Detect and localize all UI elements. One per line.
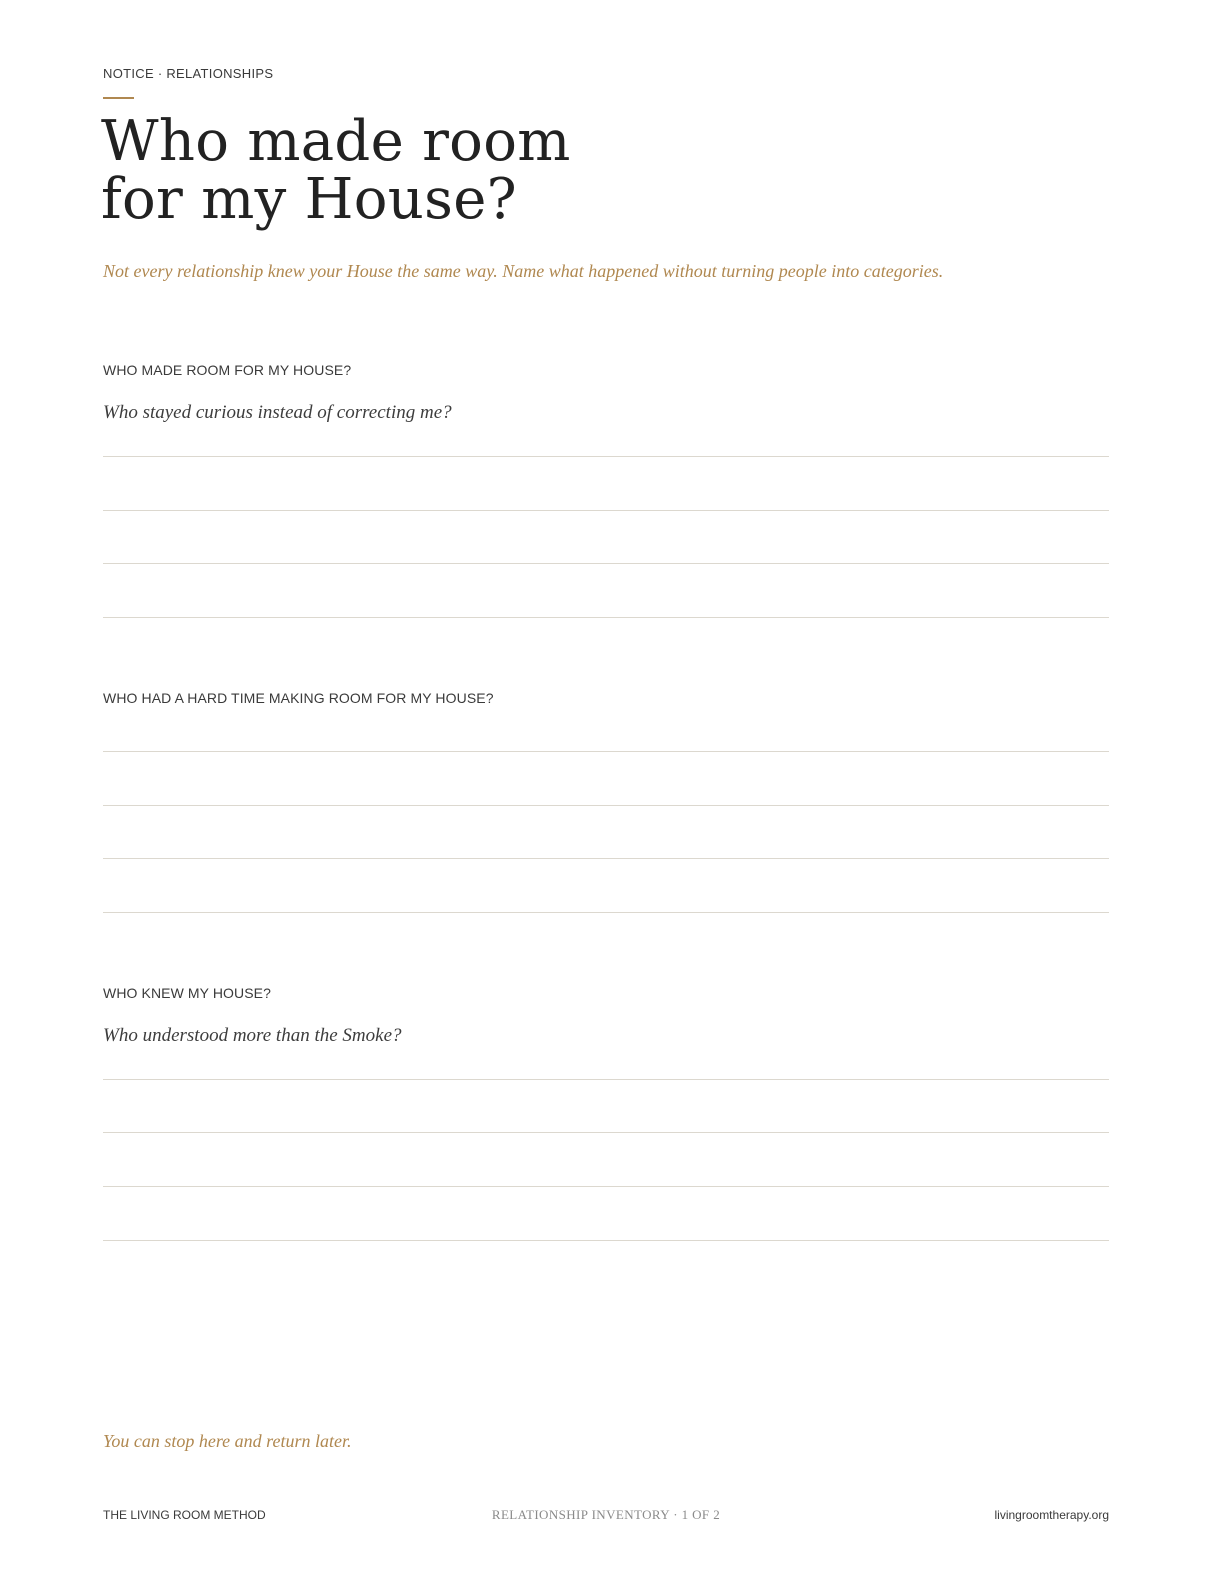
writing-line[interactable] — [103, 805, 1109, 806]
accent-rule — [103, 97, 134, 99]
footer-brand: THE LIVING ROOM METHOD — [103, 1508, 266, 1522]
writing-line[interactable] — [103, 858, 1109, 859]
writing-line[interactable] — [103, 1186, 1109, 1187]
writing-line[interactable] — [103, 912, 1109, 913]
page-title-line-1: Who made room — [101, 109, 571, 174]
section-label-made-room: WHO MADE ROOM FOR MY HOUSE? — [103, 362, 352, 378]
section-prompt-made-room: Who stayed curious instead of correcting me? — [103, 402, 452, 423]
section-label-hard-time: WHO HAD A HARD TIME MAKING ROOM FOR MY HOUSE? — [103, 690, 494, 706]
eyebrow-label: NOTICE · RELATIONSHIPS — [103, 66, 274, 81]
writing-line[interactable] — [103, 751, 1109, 752]
writing-line[interactable] — [103, 617, 1109, 618]
footer-page-indicator: RELATIONSHIP INVENTORY · 1 OF 2 — [491, 1507, 721, 1522]
page-title-line-2: for my House? — [101, 167, 517, 232]
writing-line[interactable] — [103, 1079, 1109, 1080]
writing-line[interactable] — [103, 510, 1109, 511]
section-label-knew-house: WHO KNEW MY HOUSE? — [103, 985, 272, 1001]
closing-note: You can stop here and return later. — [103, 1431, 352, 1451]
writing-line[interactable] — [103, 563, 1109, 564]
worksheet-page — [103, 0, 1109, 1584]
writing-line[interactable] — [103, 1132, 1109, 1133]
section-prompt-knew-house: Who understood more than the Smoke? — [103, 1025, 402, 1046]
page-subtitle: Not every relationship knew your House the same way. Name what happened without turning people into categories. — [103, 261, 944, 281]
writing-line[interactable] — [103, 456, 1109, 457]
writing-line[interactable] — [103, 1240, 1109, 1241]
page-title — [101, 109, 571, 232]
footer-website: livingroomtherapy.org — [994, 1508, 1109, 1522]
